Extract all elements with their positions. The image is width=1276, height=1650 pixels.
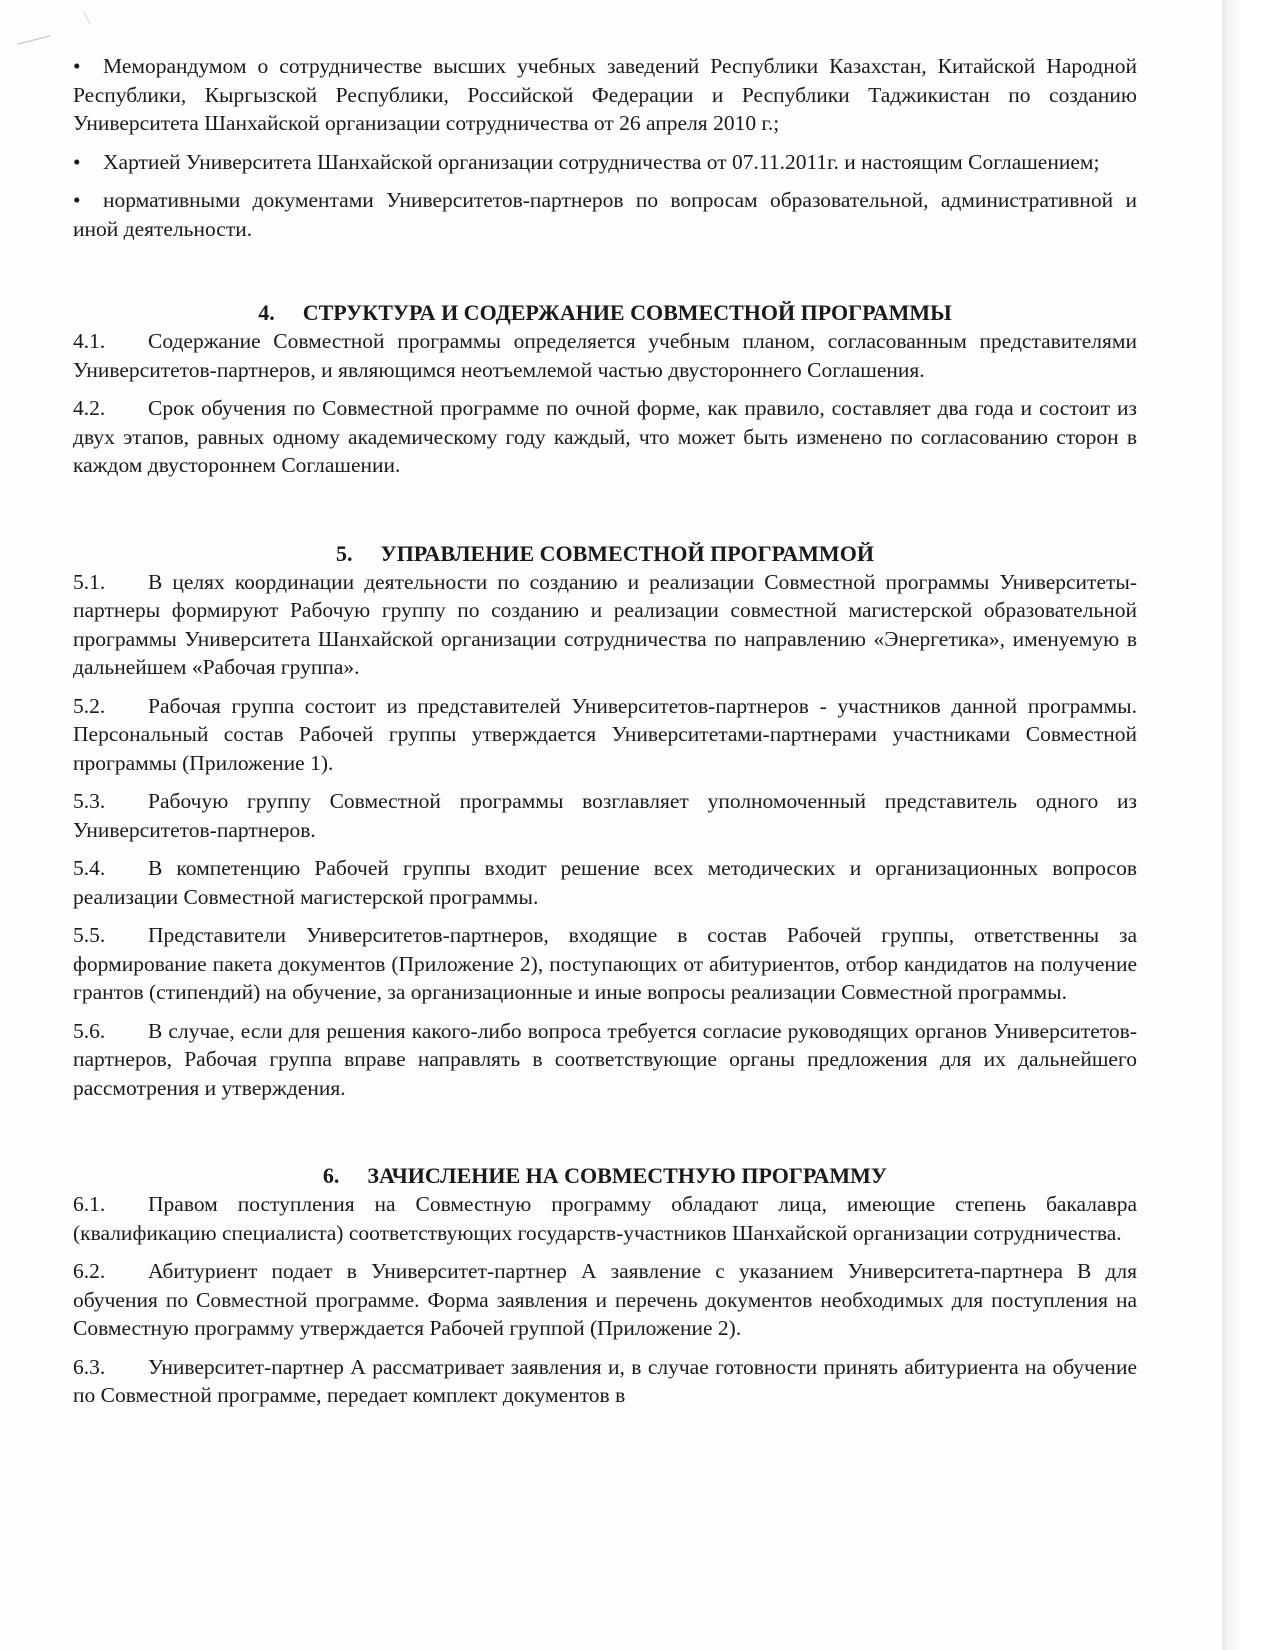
clause-text: Рабочую группу Совместной программы возглавляет уполномоченный представитель одного из Университетов-партнеров.: [73, 789, 1137, 842]
bullet-text: Хартией Университета Шанхайской организации сотрудничества от 07.11.2011г. и настоящим Соглашением;: [103, 149, 1100, 174]
clause: [73, 1190, 1137, 1247]
clause-text: Представители Университетов-партнеров, входящие в состав Рабочей группы, ответственны за формирование пакета документов (Приложение 2), поступающих от абитуриентов, отбор кандидатов на получение грантов (стипендий) на обучение, за организационные и иные вопросы реализации Совместной программы.: [73, 923, 1137, 1004]
section-title: СТРУКТУРА И СОДЕРЖАНИЕ СОВМЕСТНОЙ ПРОГРАММЫ: [302, 300, 952, 325]
clause-number: 5.6.: [73, 1018, 106, 1043]
bullet-item: [73, 148, 1137, 177]
clause-number: 5.4.: [73, 856, 106, 880]
clause-text: Правом поступления на Совместную программу обладают лица, имеющие степень бакалавра (квалификацию специалиста) соответствующих государств-участников Шанхайской организации сотрудничества.: [73, 1192, 1137, 1245]
clause-number: 6.1.: [73, 1192, 106, 1216]
scan-mark-icon: [10, 4, 100, 50]
clause-text: Абитуриент подает в Университет-партнер А заявление с указанием Университета-партнера В для обучения по Совместной программе. Форма заявления и перечень документов необходимых для поступления на Совместную программу утверждается Рабочей группой (Приложение 2).: [73, 1259, 1137, 1340]
clause-number: 6.3.: [73, 1354, 106, 1379]
clause-number: 5.2.: [73, 693, 106, 718]
clause-text: Срок обучения по Совместной программе по очной форме, как правило, составляет два года и состоит из двух этапов, равных одному академическому году каждый, что может быть изменено по согласованию сторон в каждом двустороннем Соглашении.: [73, 396, 1137, 477]
bullet-icon: •: [73, 54, 81, 78]
section-heading-5: [73, 540, 1137, 568]
bullet-text: нормативными документами Университетов-партнеров по вопросам образовательной, административной и иной деятельности.: [73, 188, 1137, 241]
document-body: [73, 52, 1137, 1420]
clause-text: В случае, если для решения какого-либо вопроса требуется согласие руководящих органов Университетов-партнеров, Рабочая группа вправе направлять в соответствующие органы предложения для их дальнейшего рассмотрения и утверждения.: [73, 1018, 1137, 1100]
clause-number: 5.1.: [73, 569, 106, 594]
clause: [73, 1017, 1137, 1103]
clause-text: Университет-партнер А рассматривает заявления и, в случае готовности принять абитуриента на обучение по Совместной программе, передает комплект документов в: [73, 1354, 1137, 1407]
section-number: 4.: [258, 300, 275, 325]
clause-text: Содержание Совместной программы определяется учебным планом, согласованным представителями Университетов-партнеров, и являющимся неотъемлемой частью двустороннего Соглашения.: [73, 329, 1137, 382]
section-heading-6: [73, 1162, 1137, 1190]
clause: [73, 1257, 1137, 1343]
bullet-icon: •: [73, 188, 81, 212]
section-number: 5.: [336, 540, 353, 566]
clause: [73, 1353, 1137, 1410]
clause: [73, 921, 1137, 1007]
section-heading-4: [73, 299, 1137, 327]
bullet-text: Меморандумом о сотрудничестве высших учебных заведений Республики Казахстан, Китайской Народной Республики, Кыргызской Республики, Российской Федерации и Республики Таджикистан по созданию Университета Шанхайской организации сотрудничества от 26 апреля 2010 г.;: [73, 54, 1137, 135]
clause-number: 6.2.: [73, 1259, 106, 1283]
clause-text: Рабочая группа состоит из представителей Университетов-партнеров - участников данной программы. Персональный состав Рабочей группы утверждается Университетами-партнерами участниками Совместной программы (Приложение 1).: [73, 693, 1137, 775]
clause-number: 5.3.: [73, 789, 106, 813]
clause: [73, 692, 1137, 778]
clause-number: 5.5.: [73, 923, 106, 947]
clause: [73, 787, 1137, 844]
bullet-icon: •: [73, 149, 81, 174]
scan-edge: [1222, 0, 1276, 1650]
section-number: 6.: [322, 1163, 340, 1188]
section-title: УПРАВЛЕНИЕ СОВМЕСТНОЙ ПРОГРАММОЙ: [380, 540, 874, 566]
clause: [73, 394, 1137, 480]
clause-text: В компетенцию Рабочей группы входит решение всех методических и организационных вопросов реализации Совместной магистерской программы.: [73, 856, 1137, 909]
clause-number: 4.1.: [73, 329, 106, 353]
bullet-item: [73, 52, 1137, 138]
bullet-item: [73, 186, 1137, 243]
clause: [73, 327, 1137, 384]
clause: [73, 854, 1137, 911]
section-title: ЗАЧИСЛЕНИЕ НА СОВМЕСТНУЮ ПРОГРАММУ: [367, 1163, 888, 1188]
clause: [73, 568, 1137, 682]
clause-text: В целях координации деятельности по созданию и реализации Совместной программы Университеты-партнеры формируют Рабочую группу по созданию и реализации совместной магистерской образовательной программы Университета Шанхайской организации сотрудничества по направлению «Энергетика», именуемую в дальнейшем «Рабочая группа».: [73, 569, 1137, 679]
clause-number: 4.2.: [73, 396, 106, 420]
